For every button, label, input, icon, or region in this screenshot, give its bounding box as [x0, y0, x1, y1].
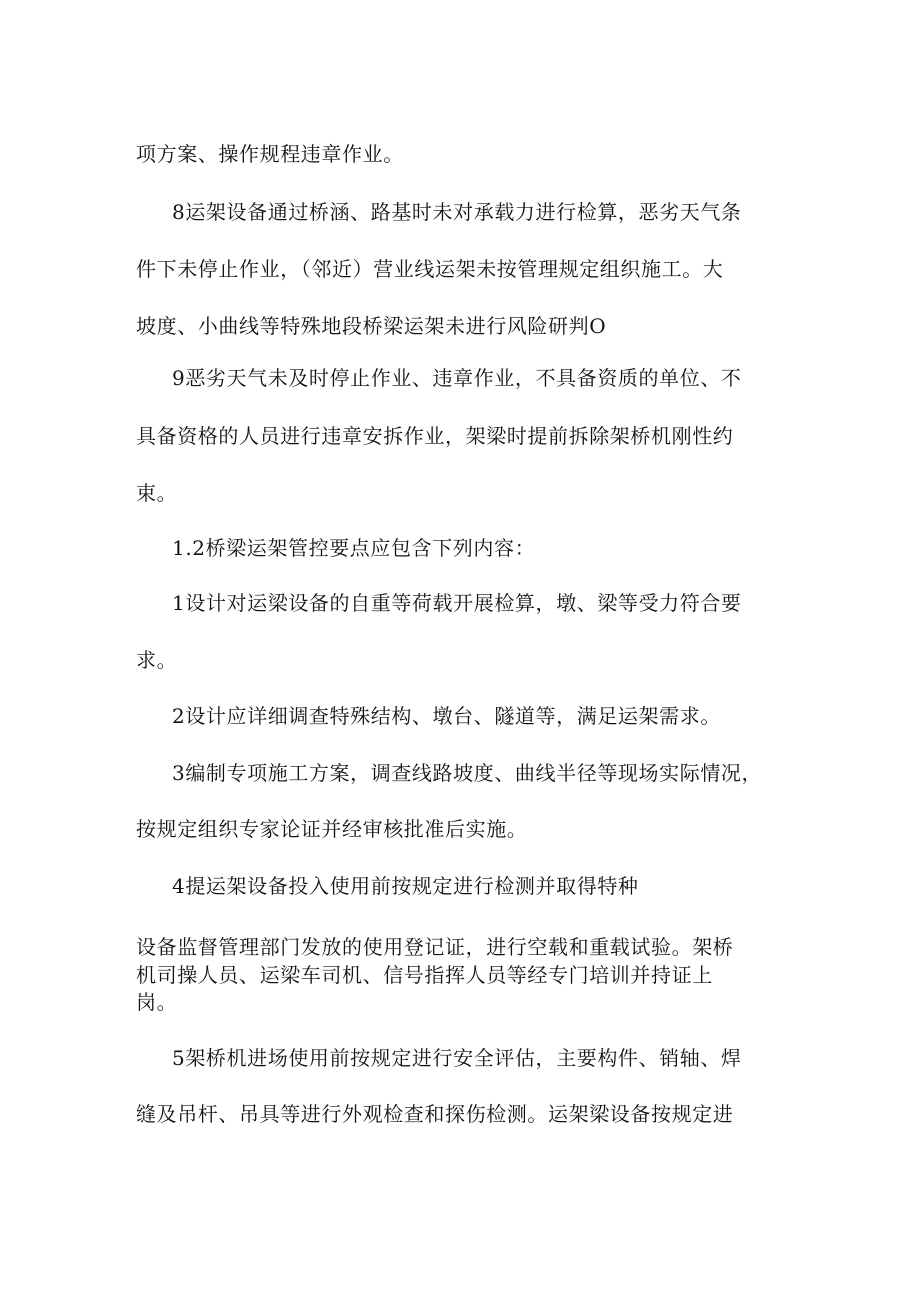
text-line: 岗。	[136, 990, 178, 1014]
text-line: 项方案、操作规程违章作业。	[136, 142, 404, 166]
text-line: 缝及吊杆、吊具等进行外观检查和探伤检测。运架梁设备按规定进	[136, 1102, 734, 1126]
text-line: 件下未停止作业，（邻近）营业线运架未按管理规定组织施工。大	[136, 257, 724, 281]
text-line: 坡度、小曲线等特殊地段桥梁运架未进行风险研判O	[136, 314, 607, 338]
text-line: 求。	[136, 648, 178, 672]
text-line: 1设计对运梁设备的自重等荷载开展检算，墩、梁等受力符合要	[172, 591, 742, 615]
text-line: 2设计应详细调查特殊结构、墩台、隧道等，满足运架需求。	[172, 704, 721, 728]
text-line: 4提运架设备投入使用前按规定进行检测并取得特种	[172, 874, 639, 898]
text-line: 机司操人员、运梁车司机、信号指挥人员等经专门培训并持证上	[136, 963, 713, 987]
text-line: 3编制专项施工方案，调查线路坡度、曲线半径等现场实际情况，	[172, 761, 763, 785]
text-line: 9恶劣天气未及时停止作业、违章作业，不具备资质的单位、不	[172, 366, 742, 390]
text-line: 按规定组织专家论证并经审核批准后实施。	[136, 817, 528, 841]
text-line: 设备监督管理部门发放的使用登记证，进行空载和重载试验。架桥	[136, 935, 734, 959]
text-line: 束。	[136, 481, 178, 505]
text-line: 5架桥机进场使用前按规定进行安全评估，主要构件、销轴、焊	[172, 1046, 742, 1070]
section-heading: 1.2桥梁运架管控要点应包含下列内容：	[172, 536, 536, 560]
text-line: 8运架设备通过桥涵、路基时未对承载力进行检算，恶劣天气条	[172, 200, 742, 224]
text-line: 具备资格的人员进行违章安拆作业，架梁时提前拆除架桥机刚性约	[136, 424, 734, 448]
